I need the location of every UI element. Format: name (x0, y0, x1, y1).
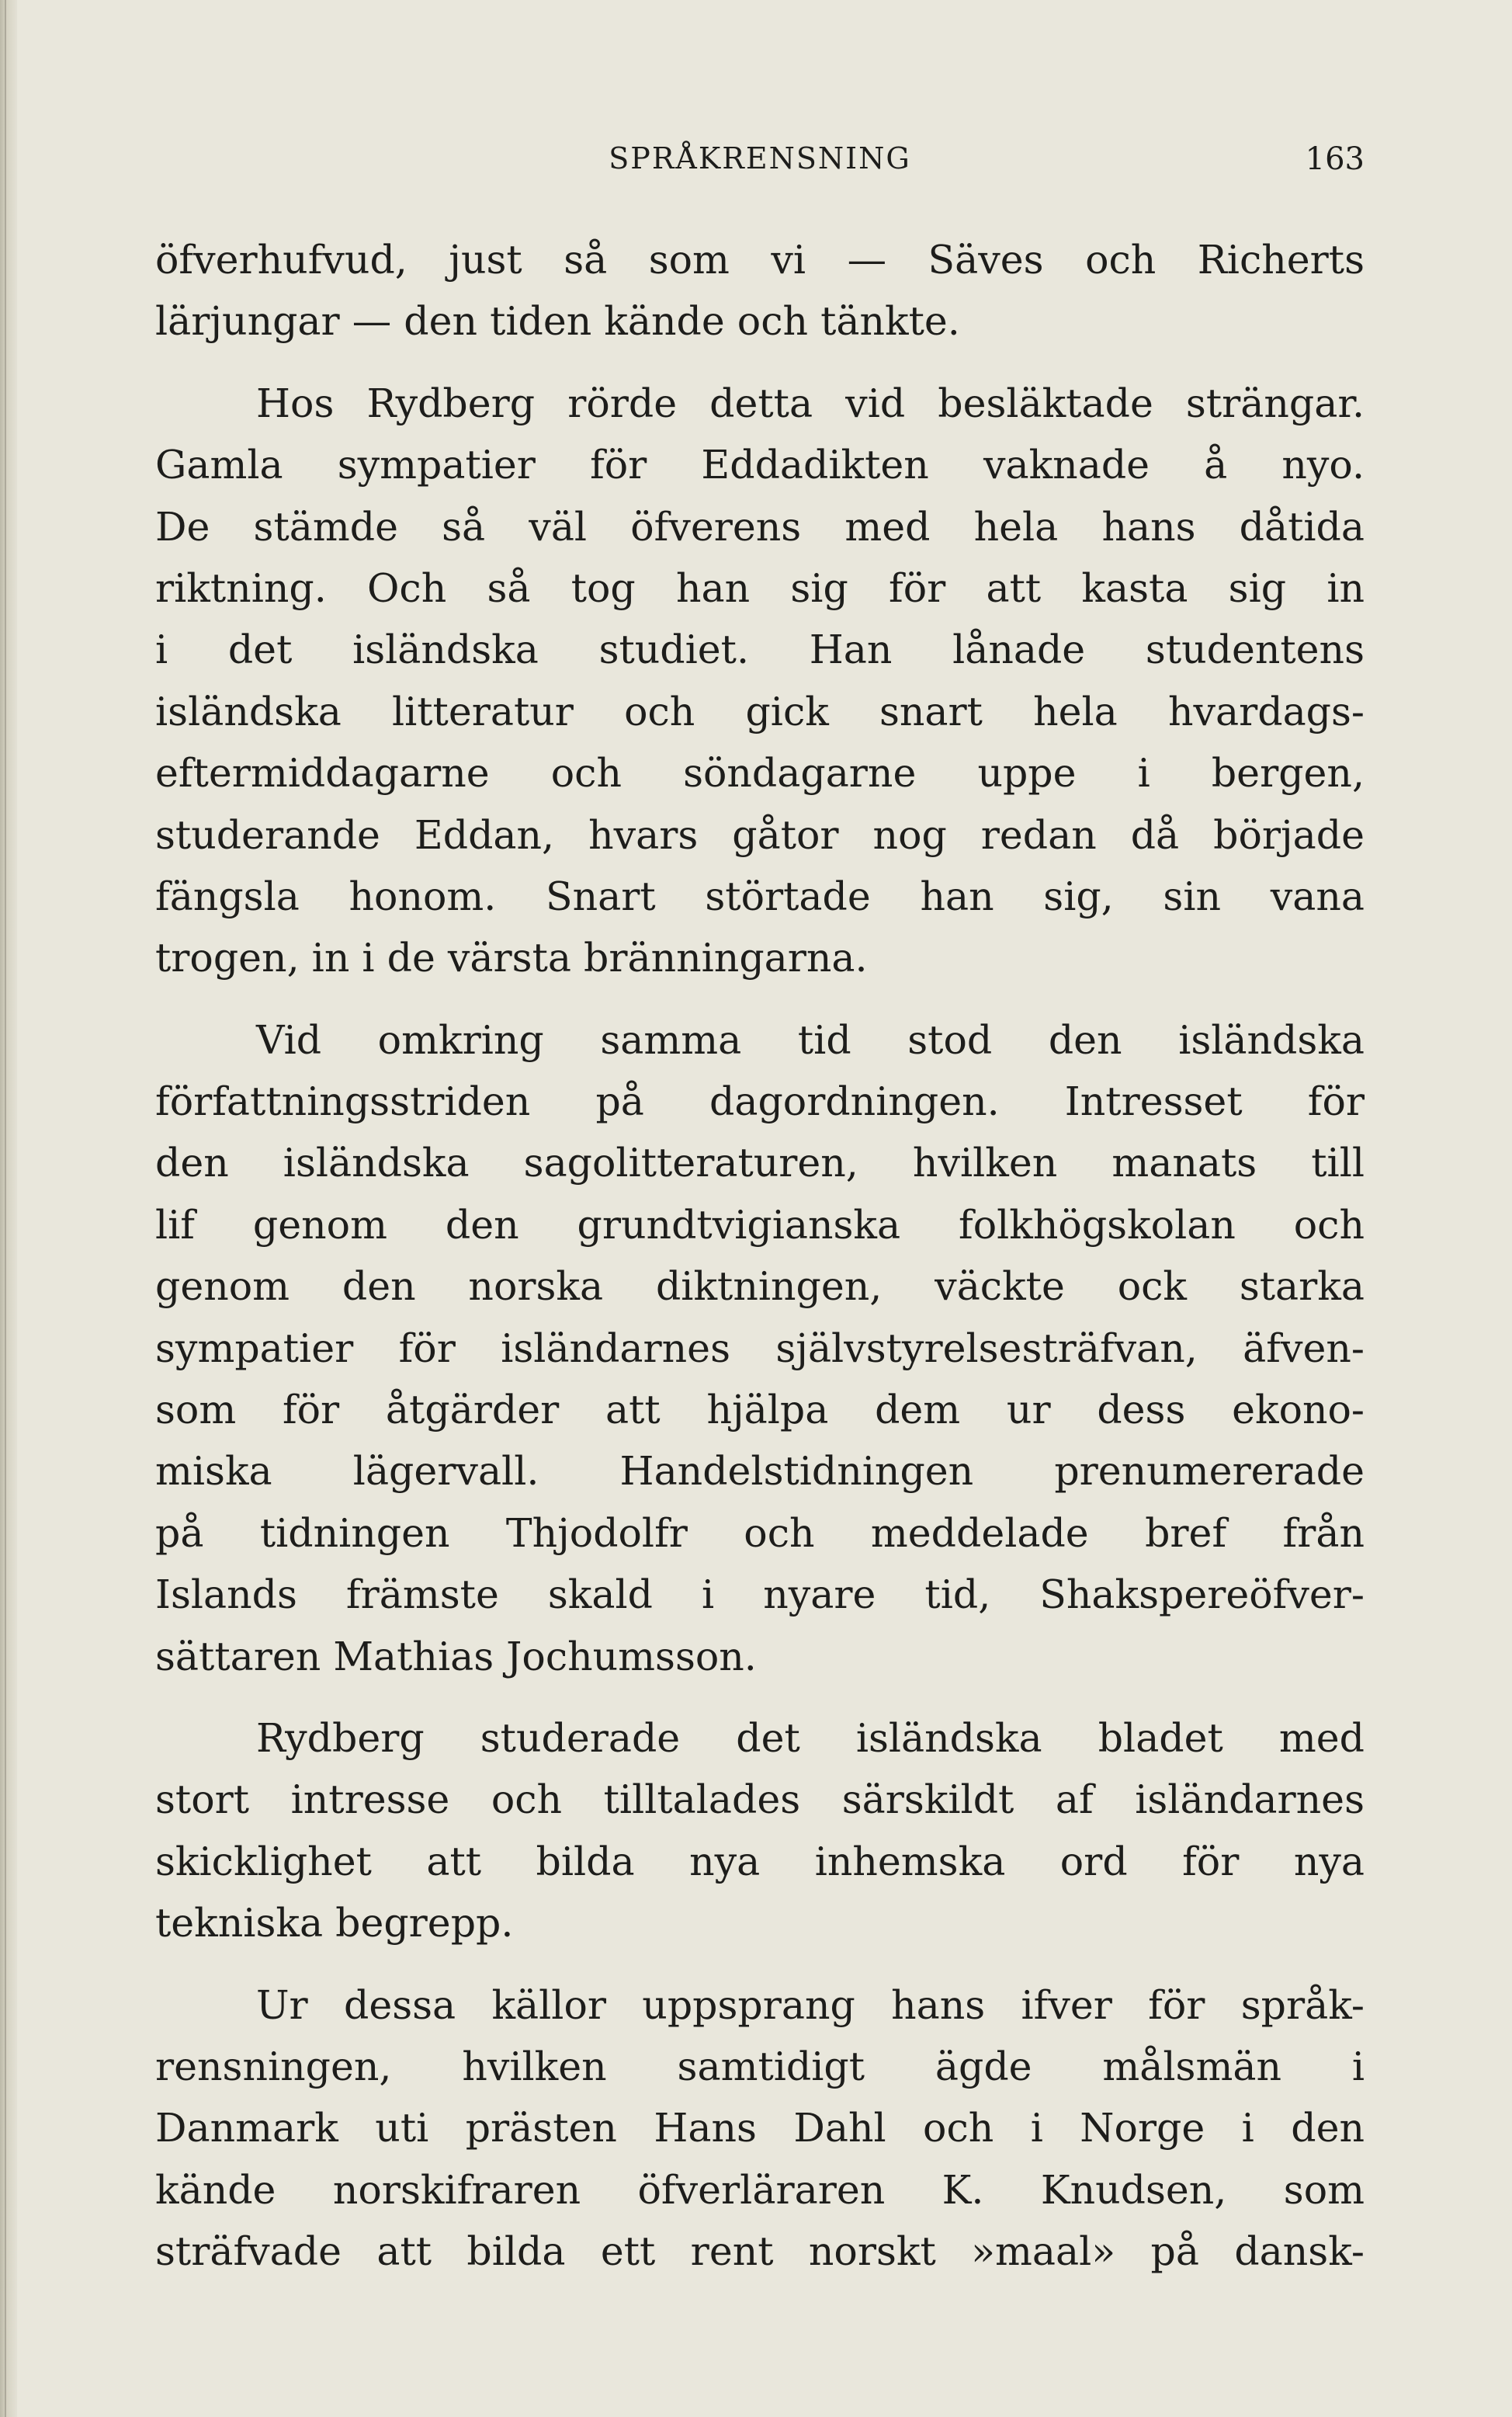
paragraph (155, 1707, 1365, 1954)
text-line: kände norskifraren öfverläraren K. Knudsen, som (155, 2166, 1365, 2213)
page-number: 163 (1305, 141, 1365, 177)
text-line: trogen, in i de värsta bränningarna. (155, 935, 868, 981)
text-line: lärjungar — den tiden kände och tänkte. (155, 298, 960, 345)
text-line: studerande Eddan, hvars gåtor nog redan då började (155, 811, 1365, 858)
text-line: genom den norska diktningen, väckte ock starka (155, 1263, 1365, 1310)
paragraph (155, 1974, 1365, 2283)
page-binding-edge (0, 0, 17, 2417)
text-line: stort intresse och tilltalades särskildt af isländarnes (155, 1776, 1365, 1823)
text-line: isländska litteratur och gick snart hela hvardags- (155, 688, 1365, 734)
text-line: sättaren Mathias Jochumsson. (155, 1633, 757, 1679)
text-line: fängsla honom. Snart störtade han sig, sin vana (155, 873, 1365, 919)
text-line: Danmark uti prästen Hans Dahl och i Norge i den (155, 2105, 1365, 2151)
body-text (155, 229, 1365, 2283)
text-line: riktning. Och så tog han sig för att kasta sig in (155, 564, 1365, 611)
text-line: Ur dessa källor uppsprang hans ifver för språk- (256, 1981, 1365, 2028)
text-line: skicklighet att bilda nya inhemska ord för nya (155, 1838, 1365, 1884)
paragraph (155, 373, 1365, 989)
running-head (155, 141, 1365, 188)
text-line: den isländska sagolitteraturen, hvilken manats till (155, 1140, 1365, 1186)
text-line: miska lägervall. Handelstidningen prenumererade (155, 1448, 1365, 1495)
text-line: i det isländska studiet. Han lånade studentens (155, 627, 1365, 673)
text-line: eftermiddagarne och söndagarne uppe i bergen, (155, 750, 1365, 797)
text-line: öfverhufvud, just så som vi — Säves och Richerts (155, 237, 1365, 283)
text-line: Rydberg studerade det isländska bladet med (256, 1714, 1365, 1761)
text-line: De stämde så väl öfverens med hela hans dåtida (155, 503, 1365, 550)
text-line: på tidningen Thjodolfr och meddelade bref från (155, 1509, 1365, 1556)
text-line: tekniska begrepp. (155, 1900, 514, 1946)
text-line: författningsstriden på dagordningen. Intresset för (155, 1078, 1365, 1125)
text-line: rensningen, hvilken samtidigt ägde målsmän i (155, 2043, 1365, 2089)
paragraph (155, 229, 1365, 352)
text-line: Vid omkring samma tid stod den isländska (256, 1016, 1365, 1063)
text-line: lif genom den grundtvigianska folkhögskolan och (155, 1201, 1365, 1248)
text-line: sträfvade att bilda ett rent norskt »maal» på dansk- (155, 2228, 1365, 2275)
paragraph (155, 1009, 1365, 1687)
text-line: sympatier för isländarnes självstyrelsesträfvan, äfven- (155, 1325, 1365, 1371)
text-line: Islands främste skald i nyare tid, Shakspereöfver- (155, 1571, 1365, 1618)
running-head-title: SPRÅKRENSNING (609, 141, 911, 175)
text-line: Hos Rydberg rörde detta vid besläktade strängar. (256, 380, 1365, 426)
text-line: som för åtgärder att hjälpa dem ur dess ekono- (155, 1387, 1365, 1433)
text-line: Gamla sympatier för Eddadikten vaknade å nyo. (155, 442, 1365, 488)
